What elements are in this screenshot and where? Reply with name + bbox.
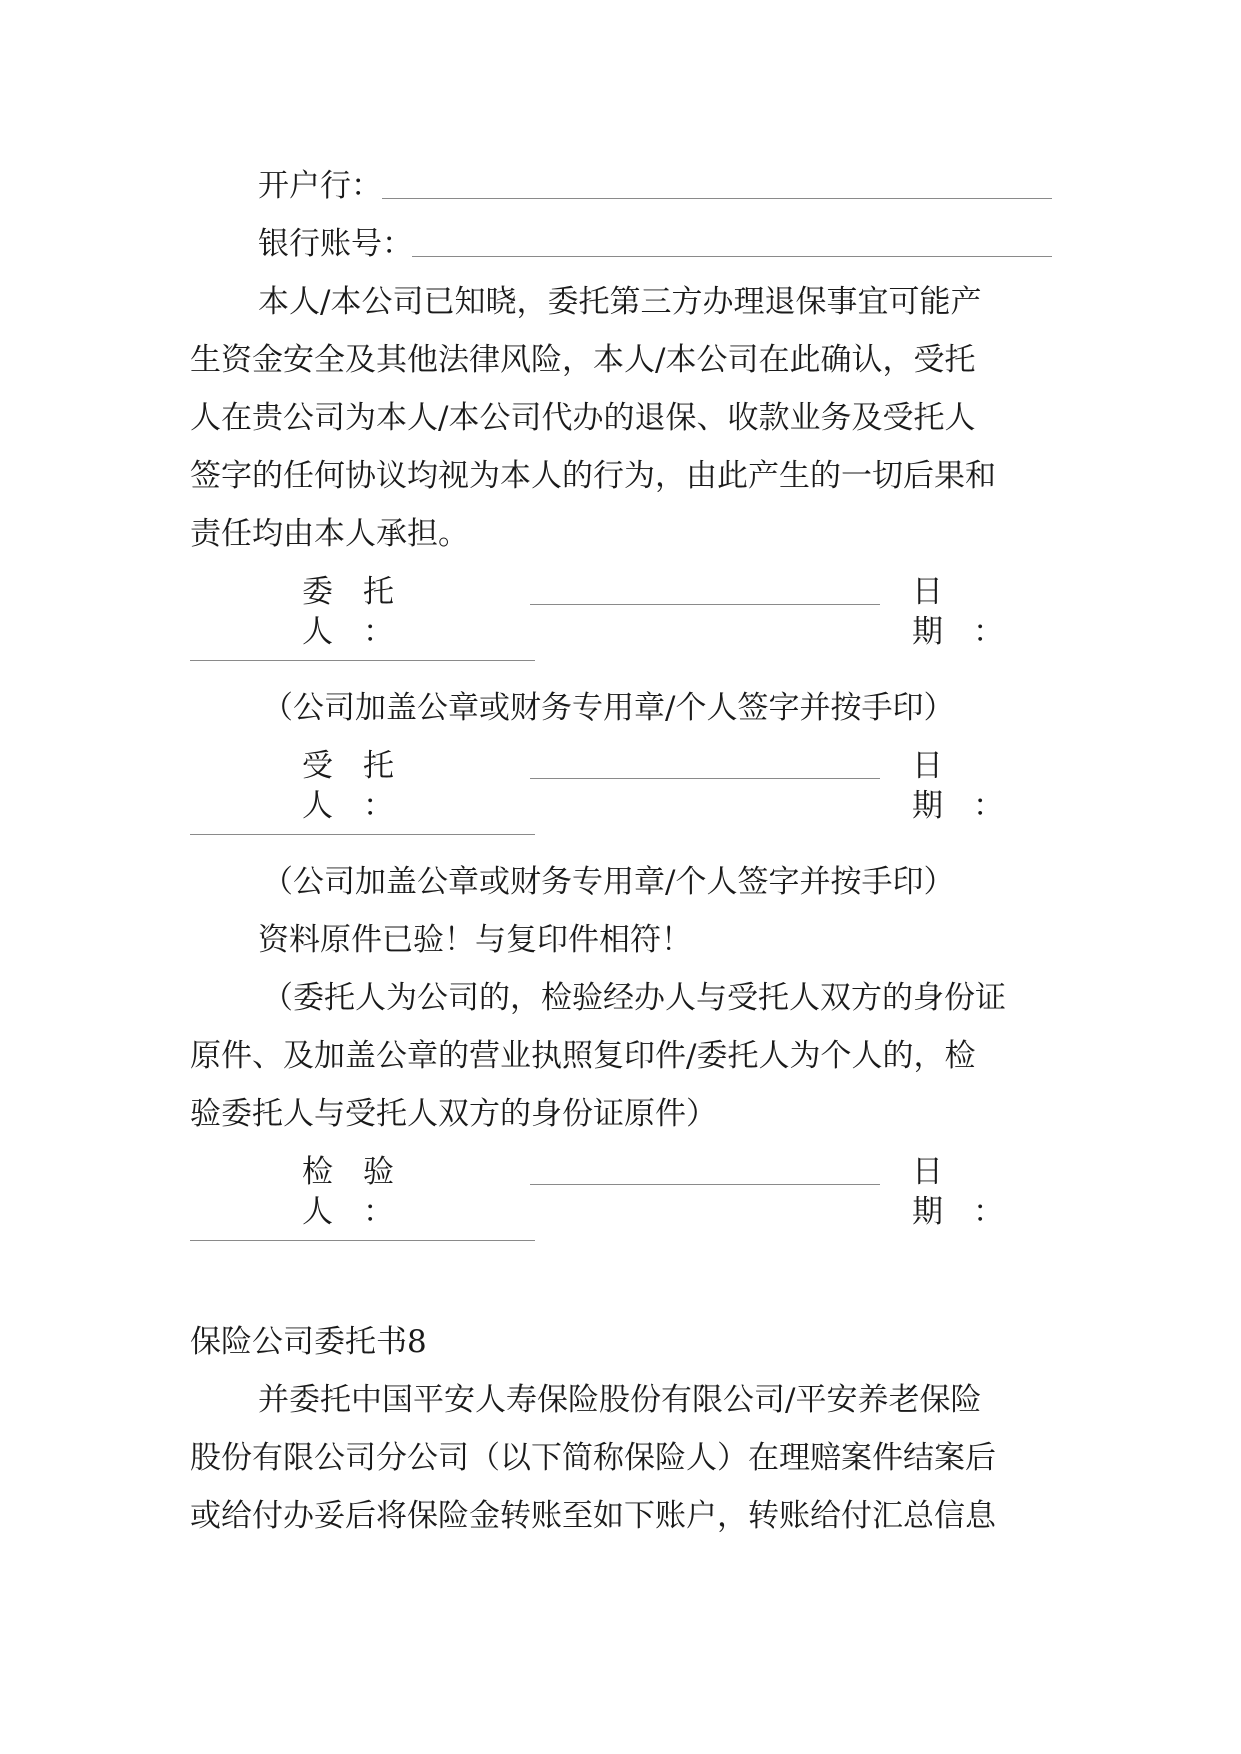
inspector-date-line[interactable]: [190, 1240, 535, 1241]
section8-line-2: 股份有限公司分公司（以下简称保险人）在理赔案件结案后: [190, 1440, 996, 1476]
section8-line-3: 或给付办妥后将保险金转账至如下账户，转账给付汇总信息: [190, 1498, 996, 1534]
verification-note-3: 验委托人与受托人双方的身份证原件）: [190, 1096, 717, 1132]
bank-label: 开户行：: [258, 168, 382, 204]
inspector-label-text: 检验人：: [302, 1154, 424, 1230]
principal-seal-note: （公司加盖公章或财务专用章/个人签字并按手印）: [262, 690, 955, 726]
statement-line-2: 生资金安全及其他法律风险，本人/本公司在此确认，受托: [190, 342, 976, 378]
principal-label: [302, 572, 498, 652]
agent-date-line[interactable]: [190, 834, 535, 835]
account-label: 银行账号：: [258, 226, 413, 262]
agent-label: [302, 746, 498, 826]
principal-date-label: [912, 572, 1052, 652]
verification-confirm: 资料原件已验！与复印件相符！: [258, 922, 692, 958]
agent-seal-note: （公司加盖公章或财务专用章/个人签字并按手印）: [262, 864, 955, 900]
verification-note-2: 原件、及加盖公章的营业执照复印件/委托人为个人的，检: [190, 1038, 976, 1074]
principal-sign-line[interactable]: [530, 604, 880, 605]
principal-date-line[interactable]: [190, 660, 535, 661]
inspector-date-text: 日期：: [912, 1154, 1034, 1230]
statement-line-4: 签字的任何协议均视为本人的行为，由此产生的一切后果和: [190, 458, 996, 494]
agent-date-label: [912, 746, 1052, 826]
statement-line-3: 人在贵公司为本人/本公司代办的退保、收款业务及受托人: [190, 400, 976, 436]
agent-date-text: 日期：: [912, 748, 1034, 824]
principal-date-text: 日期：: [912, 574, 1034, 650]
agent-sign-line[interactable]: [530, 778, 880, 779]
bank-input-line[interactable]: [382, 198, 1052, 199]
account-input-line[interactable]: [412, 256, 1052, 257]
inspector-label: [302, 1152, 498, 1232]
section8-line-1: 并委托中国平安人寿保险股份有限公司/平安养老保险: [258, 1382, 982, 1418]
verification-note-1: （委托人为公司的，检验经办人与受托人双方的身份证: [262, 980, 1006, 1016]
statement-line-5: 责任均由本人承担。: [190, 516, 469, 552]
principal-label-text: 委托人：: [302, 574, 424, 650]
inspector-date-label: [912, 1152, 1052, 1232]
section-title: 保险公司委托书8: [190, 1324, 427, 1360]
agent-label-text: 受托人：: [302, 748, 424, 824]
inspector-sign-line[interactable]: [530, 1184, 880, 1185]
statement-line-1: 本人/本公司已知晓，委托第三方办理退保事宜可能产: [258, 284, 982, 320]
